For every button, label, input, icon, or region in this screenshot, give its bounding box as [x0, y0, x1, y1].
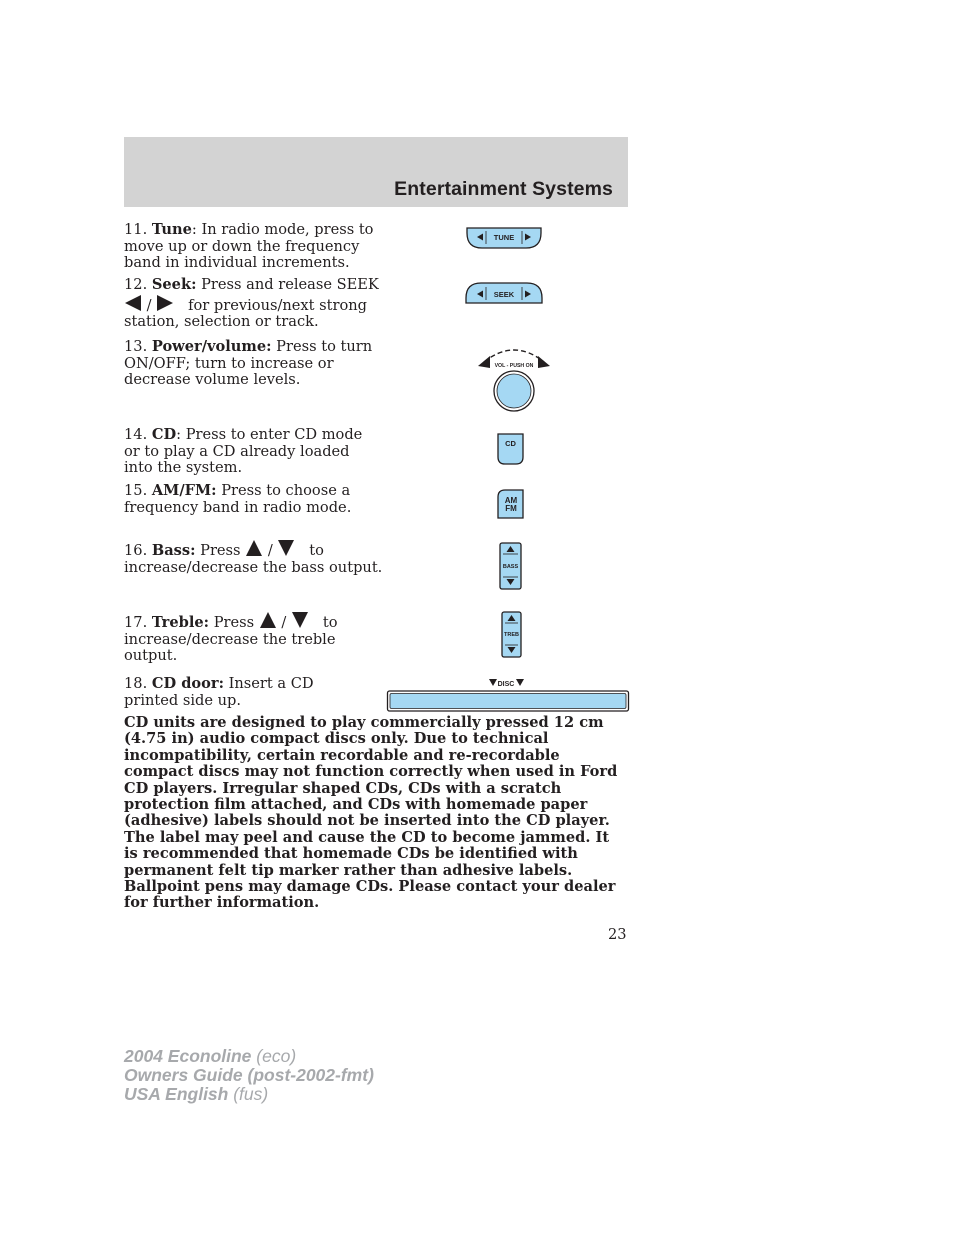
item-number: 17.: [124, 614, 148, 631]
item-sep: :: [176, 426, 186, 443]
item-number: 16.: [124, 542, 148, 559]
item-term: Tune: [151, 221, 192, 238]
bass-rocker[interactable]: [499, 542, 522, 590]
item-text: to increase/decrease the treble output.: [124, 614, 338, 665]
up-triangle-icon: [259, 611, 277, 629]
item-text: In radio mode, press to move up or down the frequency band in individual increments.: [124, 221, 374, 272]
disc-down-arrow-icon: [489, 679, 497, 686]
footer-language-code: (fus): [228, 1084, 269, 1104]
item-term: Seek:: [151, 276, 197, 293]
bass-label: BASS: [502, 564, 519, 570]
item-term: AM/FM:: [151, 482, 217, 499]
item-number: 15.: [124, 482, 148, 499]
cd-door[interactable]: [386, 676, 630, 713]
item-seek: [124, 277, 379, 331]
footer-model-code: (eco): [251, 1046, 297, 1066]
item-number: 18.: [124, 675, 148, 692]
item-text: Press and release SEEK: [196, 276, 379, 293]
volume-label: VOL - PUSH ON: [494, 363, 534, 369]
item-term: CD: [151, 426, 177, 443]
item-bass: [124, 539, 384, 576]
item-cd: [124, 427, 376, 477]
rotate-right-arrow-icon: [538, 356, 550, 368]
amfm-button[interactable]: [497, 489, 524, 519]
item-term: Bass:: [151, 542, 196, 559]
tune-button[interactable]: [466, 227, 542, 249]
item-treble: [124, 611, 386, 665]
item-cd-door: [124, 676, 364, 709]
item-number: 12.: [124, 276, 148, 293]
section-title: Entertainment Systems: [394, 178, 613, 200]
fm-label: FM: [505, 504, 517, 513]
footer: [124, 1047, 374, 1104]
item-text: Press: [195, 542, 246, 559]
tune-label: TUNE: [493, 233, 515, 242]
disc-label: DISC: [497, 681, 515, 688]
down-triangle-icon: [277, 539, 295, 557]
item-number: 14.: [124, 426, 148, 443]
seek-button[interactable]: [465, 282, 543, 304]
item-number: 13.: [124, 338, 148, 355]
right-triangle-icon: [156, 294, 174, 312]
item-term: Power/volume:: [151, 338, 272, 355]
item-slash: /: [276, 614, 291, 631]
page-number: 23: [608, 926, 627, 943]
item-slash: /: [263, 542, 278, 559]
item-text: Press to choose a frequency band in radio mode.: [124, 482, 352, 516]
item-text: Press to enter CD mode or to play a CD already loaded into the system.: [124, 426, 363, 477]
treble-label: TREB: [504, 632, 519, 638]
cd-warning-paragraph: CD units are designed to play commercially pressed 12 cm (4.75 in) audio compact discs only. Due to technical incompatibility, certain recordable and re-recordable compact discs may not function correctly when used in Ford CD players. Irregular shaped CDs, CDs with a scratch protection film attached, and CDs with homemade paper (adhesive) labels should not be inserted into the CD player. The label may peel and cause the CD to become jammed. It is recommended that homemade CDs be identified with permanent felt tip marker rather than adhesive labels. Ballpoint pens may damage CDs. Please contact your dealer for further information.: [124, 714, 618, 912]
volume-knob[interactable]: [474, 340, 554, 414]
header-band: [124, 137, 628, 207]
item-power-volume: [124, 339, 379, 389]
item-slash: /: [142, 296, 157, 314]
footer-guide: Owners Guide (post-2002-fmt): [124, 1065, 374, 1085]
footer-language: USA English: [124, 1084, 229, 1104]
item-text: for previous/next strong station, selection or track.: [124, 296, 368, 331]
item-amfm: [124, 483, 379, 516]
item-sep: :: [191, 221, 202, 238]
treble-rocker[interactable]: [501, 611, 522, 658]
item-term: CD door:: [151, 675, 224, 692]
item-text: Press: [209, 614, 259, 631]
item-text: to increase/decrease the bass output.: [124, 542, 383, 576]
rotate-left-arrow-icon: [478, 356, 490, 368]
seek-label: SEEK: [493, 290, 515, 299]
up-triangle-icon: [245, 539, 263, 557]
item-text: Insert a CD printed side up.: [124, 675, 314, 709]
item-term: Treble:: [151, 614, 210, 631]
item-number: 11.: [124, 221, 148, 238]
footer-line-3: [124, 1085, 374, 1104]
am-label: AM: [504, 496, 518, 505]
cd-button[interactable]: [497, 433, 524, 465]
cd-label: CD: [505, 439, 516, 448]
disc-down-arrow-icon: [516, 679, 524, 686]
item-tune: [124, 222, 379, 272]
down-triangle-icon: [291, 611, 309, 629]
footer-line-1: [124, 1047, 374, 1066]
left-triangle-icon: [124, 294, 142, 312]
footer-line-2: [124, 1066, 374, 1085]
footer-model: 2004 Econoline: [124, 1046, 252, 1066]
item-text: Press to turn ON/OFF; turn to increase or decrease volume levels.: [124, 338, 373, 389]
